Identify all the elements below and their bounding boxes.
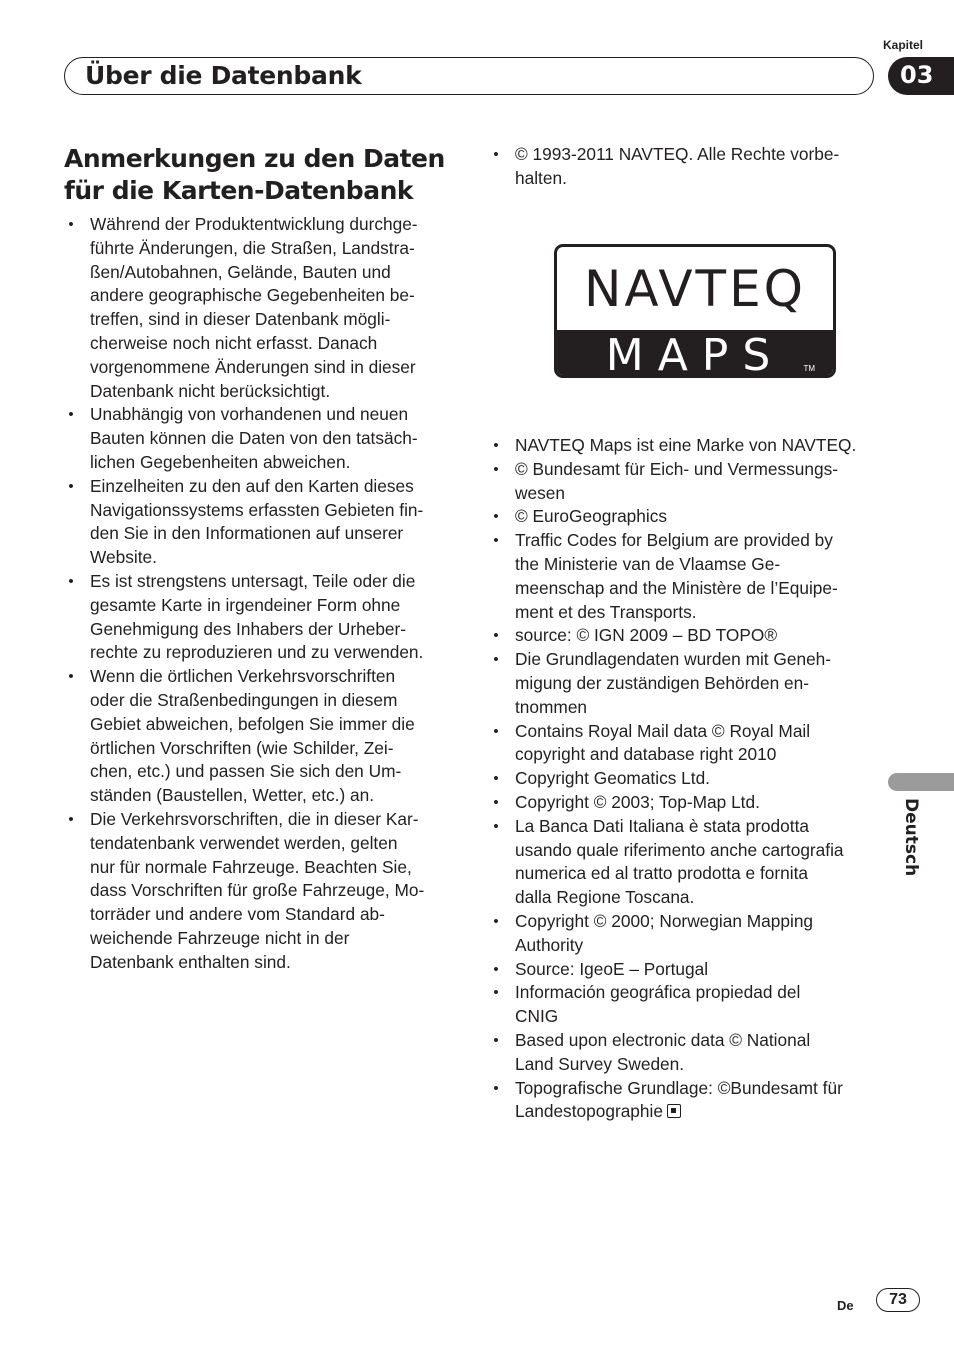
list-item-line: Datenbank enthalten sind.	[90, 951, 291, 972]
list-item	[489, 958, 881, 982]
list-item-line: andere geographische Gegebenheiten be-	[90, 285, 415, 306]
list-item-line: ment et des Transports.	[515, 601, 697, 622]
list-item-line: Navigationssystems erfassten Gebieten fin-	[90, 499, 424, 520]
list-item	[489, 767, 881, 791]
list-item	[489, 434, 881, 458]
list-item-line: Website.	[90, 547, 157, 568]
list-item	[64, 213, 454, 403]
list-item-line: © Bundesamt für Eich- und Vermessungs-	[515, 458, 838, 479]
list-item	[489, 720, 881, 768]
page-number: 73	[876, 1288, 920, 1312]
list-item	[489, 529, 881, 624]
chapter-number-badge: 03	[888, 57, 954, 95]
list-item-line: dass Vorschriften für große Fahrzeuge, Mo-	[90, 880, 425, 901]
list-item	[64, 403, 454, 474]
chapter-label: Kapitel	[883, 38, 924, 52]
section-heading	[64, 143, 464, 207]
list-item-line: migung der zuständigen Behörden en-	[515, 672, 809, 693]
bullet-glyph: •	[493, 146, 499, 163]
bullet-glyph: •	[68, 668, 74, 686]
list-item-line: nur für normale Fahrzeuge. Beachten Sie,	[90, 856, 412, 877]
list-item-line: treffen, sind in dieser Datenbank mögli-	[90, 309, 391, 330]
list-item	[489, 1077, 881, 1125]
bullet-glyph: •	[493, 912, 499, 930]
list-item-line: Datenbank nicht berücksichtigt.	[90, 380, 331, 401]
list-item-line: Genehmigung des Inhabers der Urheber-	[90, 618, 407, 639]
list-item-line: Copyright © 2000; Norwegian Mapping	[515, 910, 814, 931]
list-item-line: Bauten können die Daten von den tatsäch-	[90, 428, 418, 449]
list-item	[64, 665, 454, 808]
list-item	[489, 458, 881, 506]
list-item	[64, 808, 454, 975]
bullet-glyph: •	[68, 406, 74, 424]
list-item-line: gesamte Karte in irgendeiner Form ohne	[90, 594, 401, 615]
navteq-maps-logo	[554, 244, 836, 378]
list-item-line: ßen/Autobahnen, Gelände, Bauten und	[90, 261, 391, 282]
list-item-line: Die Grundlagendaten wurden mit Geneh-	[515, 649, 832, 670]
list-item-line: Unabhängig von vorhandenen und neuen	[90, 404, 409, 425]
footer-language-code: De	[837, 1298, 854, 1313]
bullet-glyph: •	[493, 532, 499, 550]
list-item-line: Land Survey Sweden.	[515, 1053, 685, 1074]
list-item	[489, 1029, 881, 1077]
bullet-glyph: •	[493, 770, 499, 788]
list-item-line: Einzelheiten zu den auf den Karten dieses	[90, 475, 414, 496]
list-item-line: CNIG	[515, 1006, 559, 1027]
language-side-tab	[888, 773, 954, 791]
logo-trademark: TM	[803, 364, 815, 373]
list-item-line: cherweise noch nicht erfasst. Danach	[90, 332, 378, 353]
list-item	[489, 910, 881, 958]
bullet-glyph: •	[493, 984, 499, 1002]
list-item-line: Gebiet abweichen, befolgen Sie immer die	[90, 713, 415, 734]
bullet-glyph: •	[493, 627, 499, 645]
list-item-line: Source: IgeoE – Portugal	[515, 958, 709, 979]
list-item-line: Copyright © 2003; Top-Map Ltd.	[515, 791, 760, 812]
logo-top-text: NAVTEQ	[583, 259, 807, 318]
list-item-line: the Ministerie van de Vlaamse Ge-	[515, 553, 781, 574]
chapter-title: Über die Datenbank	[85, 61, 362, 90]
list-item-line: örtlichen Vorschriften (wie Schilder, Zei-	[90, 737, 394, 758]
bullet-glyph: •	[493, 793, 499, 811]
list-item-line: Landestopographie	[515, 1101, 663, 1122]
section-heading-line-1: Anmerkungen zu den Daten	[64, 144, 445, 173]
list-item-line: torräder und andere vom Standard ab-	[90, 904, 385, 925]
list-item-line: dalla Regione Toscana.	[515, 887, 695, 908]
list-item-line: führte Änderungen, die Straßen, Landstra-	[90, 237, 415, 258]
chapter-header-bar	[64, 57, 874, 95]
left-bullet-list	[64, 213, 454, 975]
bullet-glyph: •	[68, 810, 74, 828]
list-item-line: tendatenbank verwendet werden, gelten	[90, 832, 398, 853]
bullet-glyph: •	[493, 817, 499, 835]
list-item	[489, 624, 881, 648]
list-item-line: den Sie in den Informationen auf unserer	[90, 523, 404, 544]
list-item-line: Based upon electronic data © National	[515, 1029, 811, 1050]
list-item-line: source: © IGN 2009 – BD TOPO®	[515, 625, 778, 646]
list-item-line: Copyright Geomatics Ltd.	[515, 768, 710, 789]
bullet-glyph: •	[493, 651, 499, 669]
list-item	[489, 815, 881, 910]
end-of-section-icon	[667, 1104, 681, 1118]
list-item-line: Die Verkehrsvorschriften, die in dieser Kar-	[90, 808, 419, 829]
list-item-line: La Banca Dati Italiana è stata prodotta	[515, 815, 809, 836]
list-item-line: Contains Royal Mail data © Royal Mail	[515, 720, 811, 741]
bullet-glyph: •	[493, 722, 499, 740]
bullet-glyph: •	[68, 572, 74, 590]
bullet-glyph: •	[493, 460, 499, 478]
right-bullet-list	[489, 434, 881, 1124]
list-item-line: vorgenommene Änderungen sind in dieser	[90, 356, 416, 377]
language-side-label: Deutsch	[901, 798, 921, 877]
list-item-line: chen, etc.) und passen Sie sich den Um-	[90, 761, 402, 782]
list-item-line: Wenn die örtlichen Verkehrsvorschriften	[90, 666, 396, 687]
bullet-glyph: •	[493, 437, 499, 454]
list-item	[489, 791, 881, 815]
list-item-line: ständen (Baustellen, Wetter, etc.) an.	[90, 785, 375, 806]
list-item-line: Es ist strengstens untersagt, Teile oder die	[90, 570, 416, 591]
list-item-line: meenschap and the Ministère de l’Equipe-	[515, 577, 838, 598]
list-item-line: wesen	[515, 482, 565, 503]
list-item-line: lichen Gegebenheiten abweichen.	[90, 451, 351, 472]
list-item-line: halten.	[515, 167, 567, 188]
bullet-glyph: •	[68, 477, 74, 495]
list-item-line: tnommen	[515, 696, 588, 717]
list-item-line: Authority	[515, 934, 584, 955]
list-item-line: weichende Fahrzeuge nicht in der	[90, 927, 350, 948]
list-item-line: oder die Straßenbedingungen in diesem	[90, 689, 398, 710]
list-item	[489, 981, 881, 1029]
list-item-line: © 1993-2011 NAVTEQ. Alle Rechte vorbe-	[515, 144, 840, 164]
list-item-line: rechte zu reproduzieren und zu verwenden.	[90, 642, 424, 663]
list-item-line: Información geográfica propiedad del	[515, 982, 801, 1003]
right-top-bullet-list	[489, 143, 874, 191]
list-item-line: Topografische Grundlage: ©Bundesamt für	[515, 1077, 843, 1098]
bullet-glyph: •	[493, 960, 499, 978]
bullet-glyph: •	[493, 1079, 499, 1097]
section-heading-line-2: für die Karten-Datenbank	[64, 176, 413, 205]
list-item-line: Während der Produktentwicklung durchge-	[90, 214, 418, 234]
list-item	[489, 505, 881, 529]
bullet-glyph: •	[493, 1031, 499, 1049]
list-item	[64, 475, 454, 570]
logo-bottom-band	[557, 330, 833, 378]
list-item	[489, 648, 881, 719]
logo-bottom-text: MAPS	[605, 330, 785, 378]
bullet-glyph: •	[68, 216, 74, 233]
list-item-line: Traffic Codes for Belgium are provided by	[515, 530, 833, 551]
list-item-line: copyright and database right 2010	[515, 744, 777, 765]
list-item-line: numerica ed al tratto prodotta e fornita	[515, 863, 808, 884]
list-item-line: NAVTEQ Maps ist eine Marke von NAVTEQ.	[515, 435, 857, 455]
list-item	[64, 570, 454, 665]
list-item-line: © EuroGeographics	[515, 506, 668, 527]
bullet-glyph: •	[493, 508, 499, 526]
list-item-line: usando quale riferimento anche cartografia	[515, 839, 844, 860]
list-item	[489, 143, 874, 191]
